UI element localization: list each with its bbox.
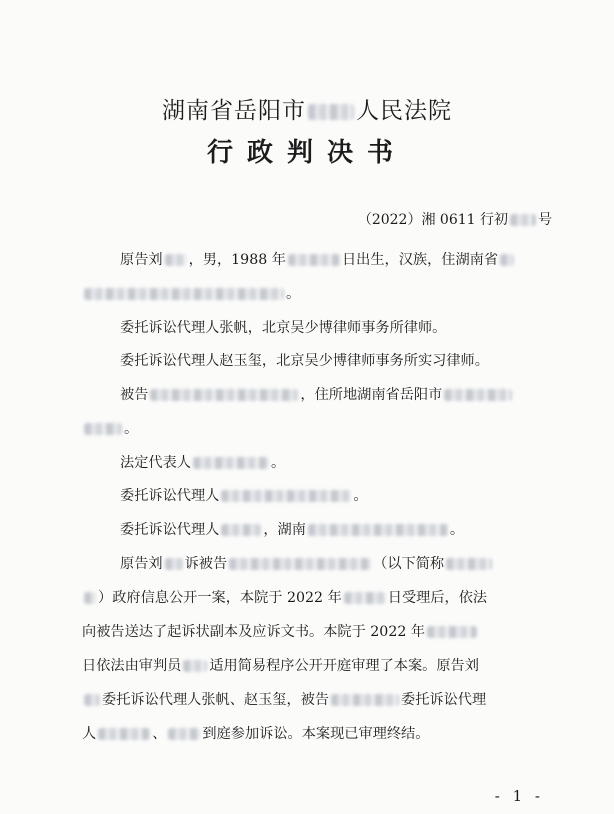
case-number: （2022）湘 0611 行初 号	[357, 212, 552, 228]
redacted	[150, 389, 298, 401]
redacted	[500, 254, 514, 266]
redacted	[288, 254, 340, 266]
redacted	[221, 490, 351, 502]
redacted-case-no	[510, 214, 536, 226]
defendant-line: 被告 ，住所地湖南省岳阳市	[120, 385, 514, 405]
case-paragraph-line-4: 日依法由审判员 适用简易程序公开开庭审理了本案。原告刘	[82, 658, 479, 674]
redacted	[84, 694, 100, 706]
legal-rep-line: 法定代表人 。	[120, 455, 286, 471]
redacted-district	[308, 104, 354, 120]
redacted	[427, 626, 477, 638]
agent-line-4: 委托诉讼代理人 ，湖南 。	[120, 522, 465, 538]
redacted	[221, 524, 261, 536]
court-name: 湖南省岳阳市 人民法院	[162, 98, 452, 124]
redacted	[84, 592, 96, 604]
document-title: 行政判决书	[206, 138, 407, 168]
redacted-address	[84, 288, 284, 300]
case-paragraph-line-5: 委托诉讼代理人张帆、赵玉玺，被告 委托诉讼代理	[82, 690, 486, 710]
redacted	[193, 457, 269, 469]
page-number: - 1 -	[494, 787, 544, 805]
redacted	[183, 660, 207, 672]
redacted	[444, 389, 512, 401]
redacted	[165, 558, 183, 570]
plaintiff-address-line: 。	[82, 284, 300, 304]
case-paragraph-line-2: ）政府信息公开一案，本院于 2022 年 日受理后，依法	[82, 588, 487, 608]
redacted	[168, 728, 200, 740]
redacted	[331, 694, 399, 706]
redacted	[308, 524, 448, 536]
redacted	[98, 728, 150, 740]
case-paragraph-line-6: 人 、 到庭参加诉讼。本案现已审理终结。	[82, 726, 430, 742]
redacted	[446, 558, 492, 570]
defendant-address-line: 。	[82, 419, 138, 439]
case-paragraph-line-3: 向被告送达了起诉状副本及应诉文书。本院于 2022 年	[82, 622, 479, 642]
redacted	[84, 423, 122, 435]
redacted	[229, 558, 371, 570]
agent-line-3: 委托诉讼代理人 。	[120, 488, 368, 504]
plaintiff-line: 原告刘 ，男，1988 年 日出生，汉族，住湖南省	[120, 250, 516, 270]
agent-line-1: 委托诉讼代理人张帆，北京吴少博律师事务所律师。	[120, 320, 447, 336]
redacted	[165, 254, 187, 266]
redacted	[344, 592, 386, 604]
case-paragraph-line-1: 原告刘 诉被告 （以下简称	[120, 554, 494, 574]
agent-line-2: 委托诉讼代理人赵玉玺，北京吴少博律师事务所实习律师。	[120, 353, 489, 369]
